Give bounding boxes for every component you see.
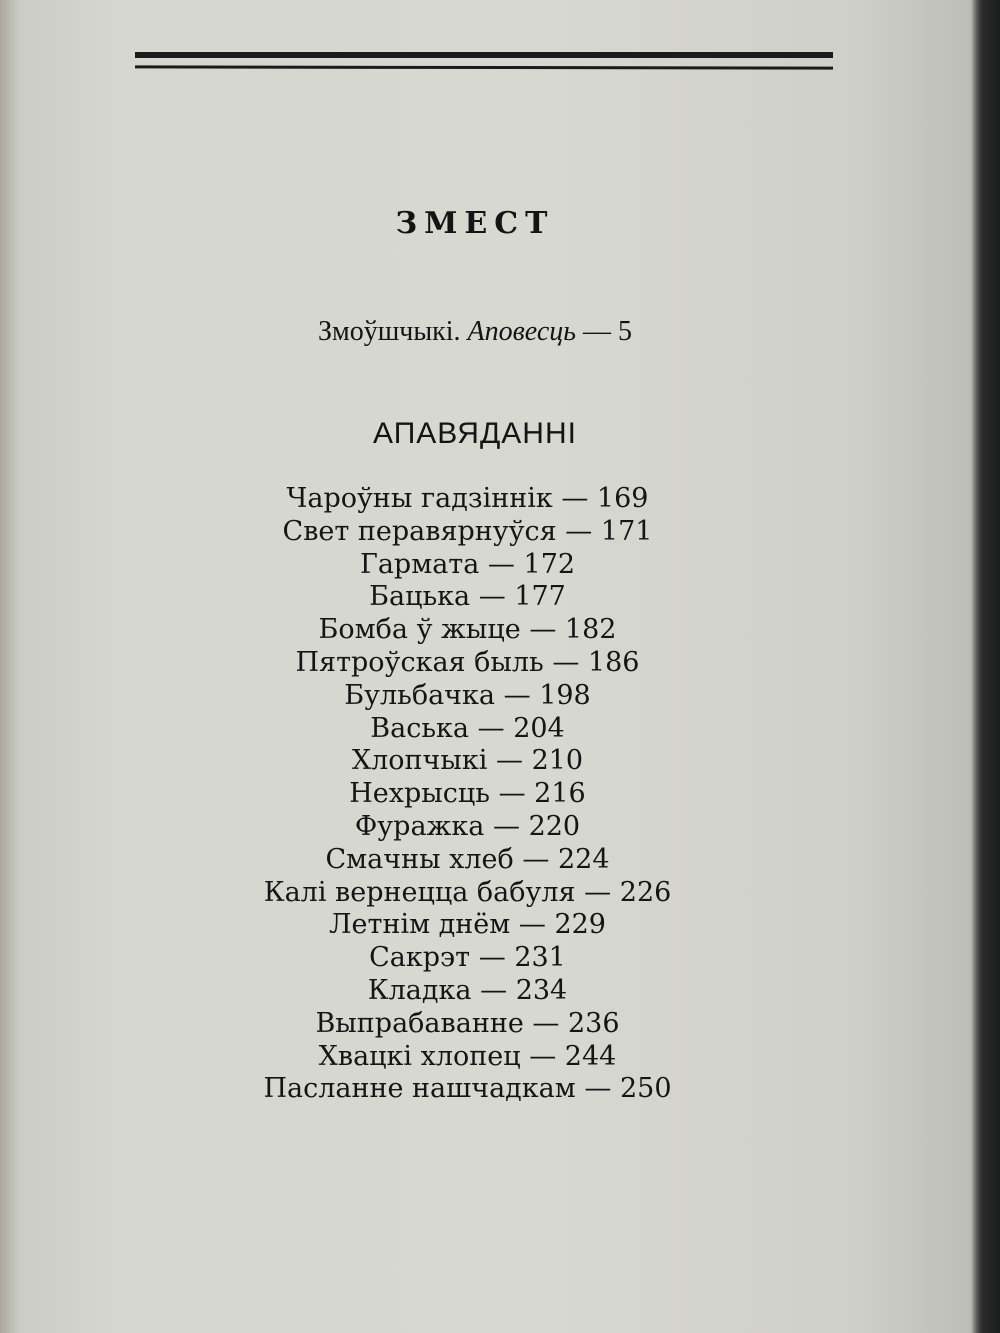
toc-entry-page: 236	[567, 1007, 620, 1039]
toc-entry	[0, 1073, 935, 1106]
toc-entry-title: Летнім днём	[329, 909, 511, 941]
toc-entry-separator: —	[532, 1007, 560, 1039]
toc-entry	[0, 877, 935, 910]
toc-entry-title: Пятроўская быль	[295, 646, 544, 678]
stories-section-title: АПАВЯДАННІ	[373, 417, 577, 450]
toc-entry	[0, 745, 935, 778]
novella-genre: Аповесць	[467, 316, 577, 347]
novella-separator: —	[583, 316, 612, 347]
toc-entry	[0, 811, 935, 844]
toc-entry-title: Гармата	[359, 548, 480, 580]
toc-entry-separator: —	[478, 581, 506, 613]
toc-entry-separator: —	[529, 1040, 557, 1072]
toc-entry-page: 172	[523, 548, 576, 580]
toc-entry-separator: —	[584, 876, 612, 908]
contents-title: ЗМЕСТ	[395, 206, 555, 241]
toc-entry	[0, 844, 935, 877]
toc-entry	[0, 778, 935, 811]
toc-entry-separator: —	[503, 679, 531, 711]
toc-entry-title: Васька	[370, 712, 469, 744]
toc-entry-title: Пасланне нашчадкам	[263, 1073, 576, 1105]
toc-entry	[0, 647, 935, 680]
toc-entry-page: 231	[514, 942, 566, 974]
toc-entry-separator: —	[518, 909, 546, 941]
toc-entry-title: Кладка	[367, 974, 472, 1006]
toc-entry	[0, 483, 935, 516]
toc-entry-separator: —	[495, 745, 523, 777]
toc-entry-separator: —	[492, 810, 520, 842]
toc-entry	[0, 581, 935, 614]
toc-entry-title: Нехрысць	[349, 778, 490, 810]
toc-entry-separator: —	[487, 548, 515, 580]
toc-entry	[0, 713, 935, 746]
toc-entry-title: Выпрабаванне	[315, 1007, 524, 1039]
toc-entry-page: 250	[619, 1073, 672, 1105]
toc-entry-title: Хвацкі хлопец	[318, 1040, 521, 1072]
toc-entry-page: 171	[600, 515, 653, 547]
toc-entry-separator: —	[529, 614, 557, 646]
toc-entry-separator: —	[522, 843, 550, 875]
toc-entry-page: 216	[534, 778, 586, 810]
toc-entry-title: Хлопчыкі	[351, 745, 488, 777]
toc-entry	[0, 1008, 935, 1041]
toc-entry	[0, 516, 935, 549]
toc-entry-page: 210	[531, 745, 584, 777]
toc-entry-title: Фуражка	[354, 810, 485, 842]
toc-entry-title: Калі вернецца бабуля	[263, 876, 576, 908]
toc-entry-page: 198	[539, 679, 591, 711]
toc-entry-page: 169	[596, 483, 649, 514]
toc-entry-page: 226	[619, 876, 672, 908]
toc-entry-separator: —	[584, 1073, 612, 1105]
top-rule-thick	[135, 52, 833, 58]
toc-entry	[0, 680, 935, 713]
novella-page: 5	[618, 316, 633, 347]
stories-list	[0, 483, 935, 1106]
toc-entry-page: 234	[515, 974, 568, 1006]
toc-entry-title: Смачны хлеб	[325, 843, 514, 875]
toc-entry-separator: —	[478, 942, 506, 974]
toc-entry	[0, 1041, 935, 1074]
toc-entry	[0, 975, 935, 1008]
toc-entry-separator: —	[565, 515, 593, 547]
toc-entry-title: Бацька	[369, 581, 471, 613]
toc-entry-title: Бульбачка	[344, 679, 496, 711]
toc-entry-page: 220	[528, 810, 581, 842]
toc-entry-separator: —	[498, 778, 526, 810]
toc-entry-page: 244	[564, 1040, 617, 1072]
toc-entry-page: 182	[564, 614, 617, 646]
top-rule-thin	[135, 65, 833, 69]
toc-entry-title: Сакрэт	[369, 942, 471, 974]
toc-entry	[0, 614, 935, 647]
toc-entry-separator: —	[552, 646, 580, 678]
toc-entry-page: 186	[587, 646, 640, 678]
toc-entry-separator: —	[477, 712, 505, 744]
novella-entry	[0, 316, 950, 348]
toc-entry-page: 177	[514, 581, 566, 613]
toc-entry	[0, 909, 935, 942]
toc-entry-separator: —	[480, 974, 508, 1006]
toc-entry	[0, 942, 935, 975]
toc-entry-title: Бомба ў жыце	[318, 614, 521, 646]
toc-entry-title: Чароўны гадзіннік	[286, 483, 553, 514]
toc-entry	[0, 549, 935, 582]
page-right-shadow	[972, 0, 1000, 1333]
novella-title: Змоўшчыкі.	[317, 316, 461, 347]
toc-entry-page: 229	[554, 909, 606, 941]
toc-entry-separator: —	[561, 483, 589, 514]
toc-entry-page: 224	[557, 843, 610, 875]
toc-entry-title: Свет перавярнуўся	[282, 515, 557, 547]
toc-entry-page: 204	[513, 712, 565, 744]
